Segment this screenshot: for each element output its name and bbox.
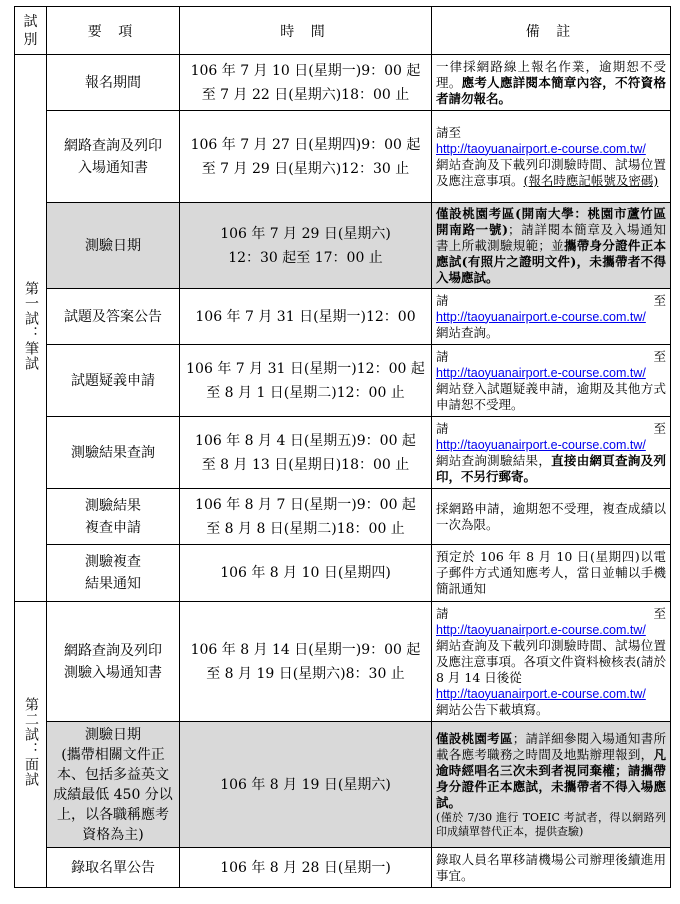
note-cell: 請 至 http://taoyuanairport.e-course.com.tw/ 網站查詢及下載列印測驗時間、試場位置及應注意事項。各項文件資料檢核表(請於 8 月 14 日後從 http://taoyuanairport.e-course.com.tw/ 網站公告下載填寫。 <box>432 602 671 722</box>
time-cell: 106 年 7 月 29 日(星期六) 12：30 起至 17：00 止 <box>180 203 432 289</box>
item-cell: 網路查詢及列印 入場通知書 <box>47 111 180 203</box>
table-row <box>15 55 671 111</box>
header-note: 備 註 <box>432 7 671 55</box>
table-row <box>15 848 671 888</box>
header-row <box>15 7 671 55</box>
item-cell: 測驗結果查詢 <box>47 417 180 489</box>
website-link[interactable]: http://taoyuanairport.e-course.com.tw/ <box>436 365 646 380</box>
time-cell: 106 年 8 月 28 日(星期一) <box>180 848 432 888</box>
website-link[interactable]: http://taoyuanairport.e-course.com.tw/ <box>436 622 646 637</box>
item-cell: 試題及答案公告 <box>47 289 180 345</box>
note-cell: 採網路申請，逾期恕不受理，複查成績以一次為限。 <box>432 489 671 545</box>
note-cell: 僅設桃園考區(開南大學：桃園市蘆竹區開南路一號)；請詳閱本簡章及入場通知書上所載測驗規範；並攜帶身分證件正本應試(有照片之證明文件)，未攜帶者不得入場應試。 <box>432 203 671 289</box>
time-cell: 106 年 8 月 4 日(星期五)9：00 起 至 8 月 13 日(星期日)18：00 止 <box>180 417 432 489</box>
item-cell: 試題疑義申請 <box>47 345 180 417</box>
item-cell: 錄取名單公告 <box>47 848 180 888</box>
time-cell: 106 年 8 月 19 日(星期六) <box>180 722 432 848</box>
table-row <box>15 289 671 345</box>
time-cell: 106 年 7 月 27 日(星期四)9：00 起 至 7 月 29 日(星期六)12：30 止 <box>180 111 432 203</box>
item-cell: 報名期間 <box>47 55 180 111</box>
table-row <box>15 111 671 203</box>
note-cell: 請 至 http://taoyuanairport.e-course.com.tw/ 網站登入試題疑義申請，逾期及其他方式申請恕不受理。 <box>432 345 671 417</box>
time-cell: 106 年 7 月 31 日(星期一)12：00 起 至 8 月 1 日(星期二)12：00 止 <box>180 345 432 417</box>
item-cell: 測驗日期 (攜帶相關文件正本、包括多益英文成績最低 450 分以上，以各職稱應考資格為主) <box>47 722 180 848</box>
website-link[interactable]: http://taoyuanairport.e-course.com.tw/ <box>436 686 646 701</box>
header-item: 要 項 <box>47 7 180 55</box>
item-cell: 測驗複查 結果通知 <box>47 545 180 602</box>
time-cell: 106 年 7 月 10 日(星期一)9：00 起 至 7 月 22 日(星期六)18：00 止 <box>180 55 432 111</box>
table-row <box>15 722 671 848</box>
table-row <box>15 417 671 489</box>
item-cell: 網路查詢及列印 測驗入場通知書 <box>47 602 180 722</box>
note-cell: 一律採網路線上報名作業，逾期恕不受理。應考人應詳閱本簡章內容，不符資格者請勿報名。 <box>432 55 671 111</box>
stage-oral: 第二試：面試 <box>15 602 47 888</box>
table-row <box>15 545 671 602</box>
header-stage: 試別 <box>15 7 47 55</box>
time-cell: 106 年 8 月 14 日(星期一)9：00 起 至 8 月 19 日(星期六)8：30 止 <box>180 602 432 722</box>
website-link[interactable]: http://taoyuanairport.e-course.com.tw/ <box>436 309 646 324</box>
note-cell: 請至 http://taoyuanairport.e-course.com.tw/ 網站查詢及下載列印測驗時間、試場位置及應注意事項。(報名時應記帳號及密碼) <box>432 111 671 203</box>
website-link[interactable]: http://taoyuanairport.e-course.com.tw/ <box>436 141 646 156</box>
note-cell: 請 至 http://taoyuanairport.e-course.com.tw/ 網站查詢測驗結果，直接由網頁查詢及列印，不另行郵寄。 <box>432 417 671 489</box>
table-row <box>15 602 671 722</box>
item-cell: 測驗日期 <box>47 203 180 289</box>
table-row <box>15 345 671 417</box>
stage-written: 第一試：筆試 <box>15 55 47 602</box>
time-cell: 106 年 8 月 7 日(星期一)9：00 起 至 8 月 8 日(星期二)18：00 止 <box>180 489 432 545</box>
table-row <box>15 203 671 289</box>
header-time: 時 間 <box>180 7 432 55</box>
time-cell: 106 年 7 月 31 日(星期一)12：00 <box>180 289 432 345</box>
item-cell: 測驗結果 複查申請 <box>47 489 180 545</box>
note-cell: 僅設桃園考區；請詳細參閱入場通知書所載各應考職務之時間及地點辦理報到，凡逾時經唱名三次未到者視同棄權；請攜帶身分證件正本應試，未攜帶者不得入場應試。 (僅於 7/30 進行 TOEIC 考試者，得以網路列印成績單替代正本，提供查驗) <box>432 722 671 848</box>
note-cell: 請 至 http://taoyuanairport.e-course.com.tw/ 網站查詢。 <box>432 289 671 345</box>
time-cell: 106 年 8 月 10 日(星期四) <box>180 545 432 602</box>
exam-schedule-table <box>14 6 671 888</box>
website-link[interactable]: http://taoyuanairport.e-course.com.tw/ <box>436 437 646 452</box>
table-row <box>15 489 671 545</box>
note-cell: 錄取人員名單移請機場公司辦理後續進用事宜。 <box>432 848 671 888</box>
note-cell: 預定於 106 年 8 月 10 日(星期四)以電子郵件方式通知應考人，當日並輔以手機簡訊通知 <box>432 545 671 602</box>
